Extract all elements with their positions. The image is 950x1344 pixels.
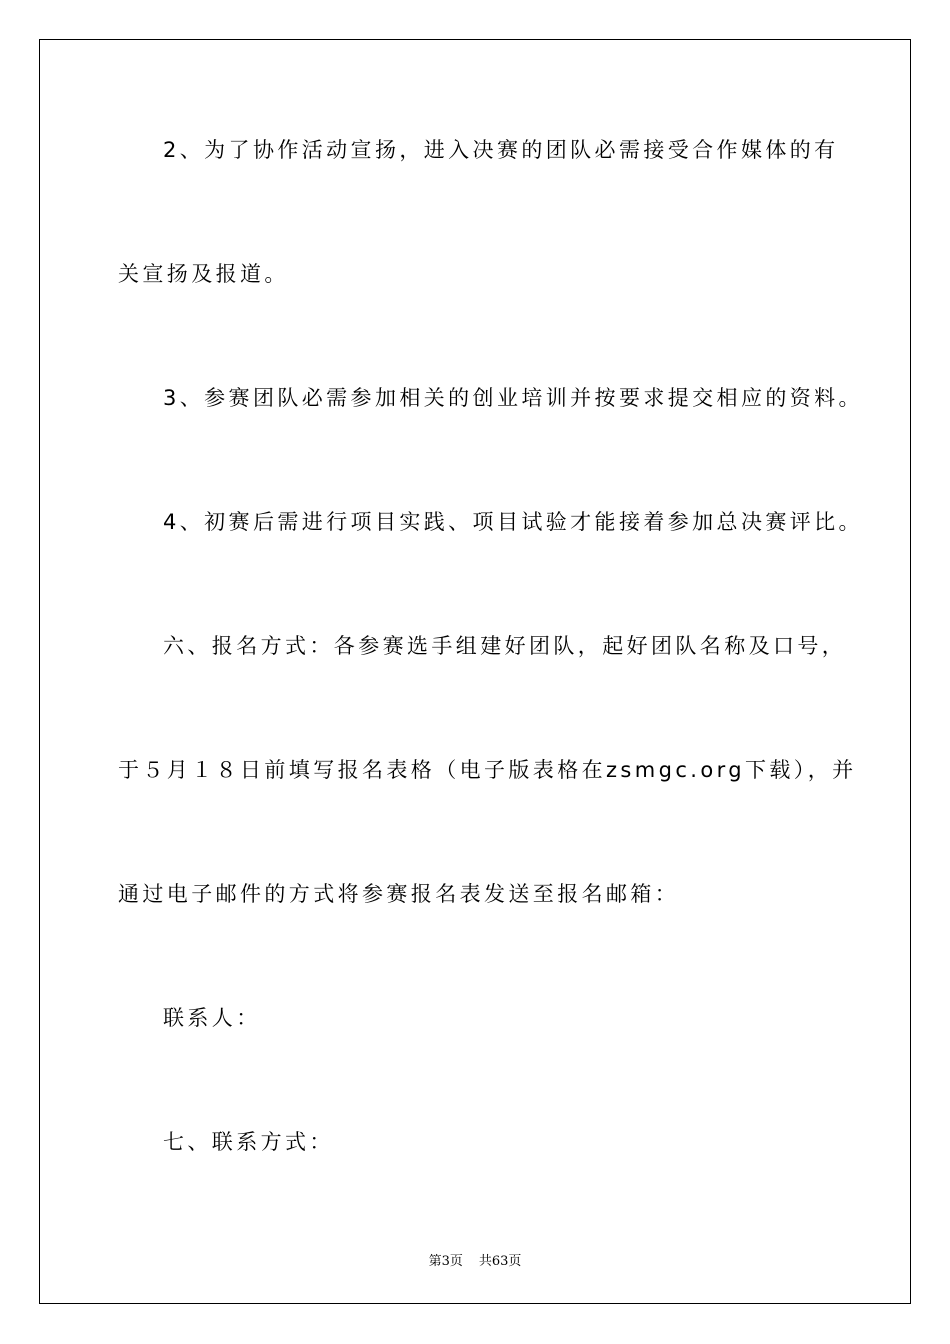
page-footer xyxy=(0,1250,950,1269)
page-number: 第3页 xyxy=(428,1254,463,1269)
page-border xyxy=(39,39,911,1304)
paragraph-line-6: 于５月１８日前填写报名表格（电子版表格在zsmgc.org下载），并 xyxy=(118,758,857,782)
paragraph-line-3: 3、参赛团队必需参加相关的创业培训并按要求提交相应的资料。 xyxy=(163,386,863,410)
paragraph-line-1: 2、为了协作活动宣扬，进入决赛的团队必需接受合作媒体的有 xyxy=(163,138,839,162)
page-total: 共63页 xyxy=(478,1254,522,1269)
contact-method-heading: 七、联系方式： xyxy=(163,1130,334,1154)
paragraph-line-5: 六、报名方式：各参赛选手组建好团队，起好团队名称及口号， xyxy=(163,634,847,658)
contact-person-label: 联系人： xyxy=(163,1006,261,1030)
paragraph-line-7: 通过电子邮件的方式将参赛报名表发送至报名邮箱： xyxy=(118,882,680,906)
paragraph-line-2: 关宣扬及报道。 xyxy=(118,262,289,286)
paragraph-line-4: 4、初赛后需进行项目实践、项目试验才能接着参加总决赛评比。 xyxy=(163,510,863,534)
